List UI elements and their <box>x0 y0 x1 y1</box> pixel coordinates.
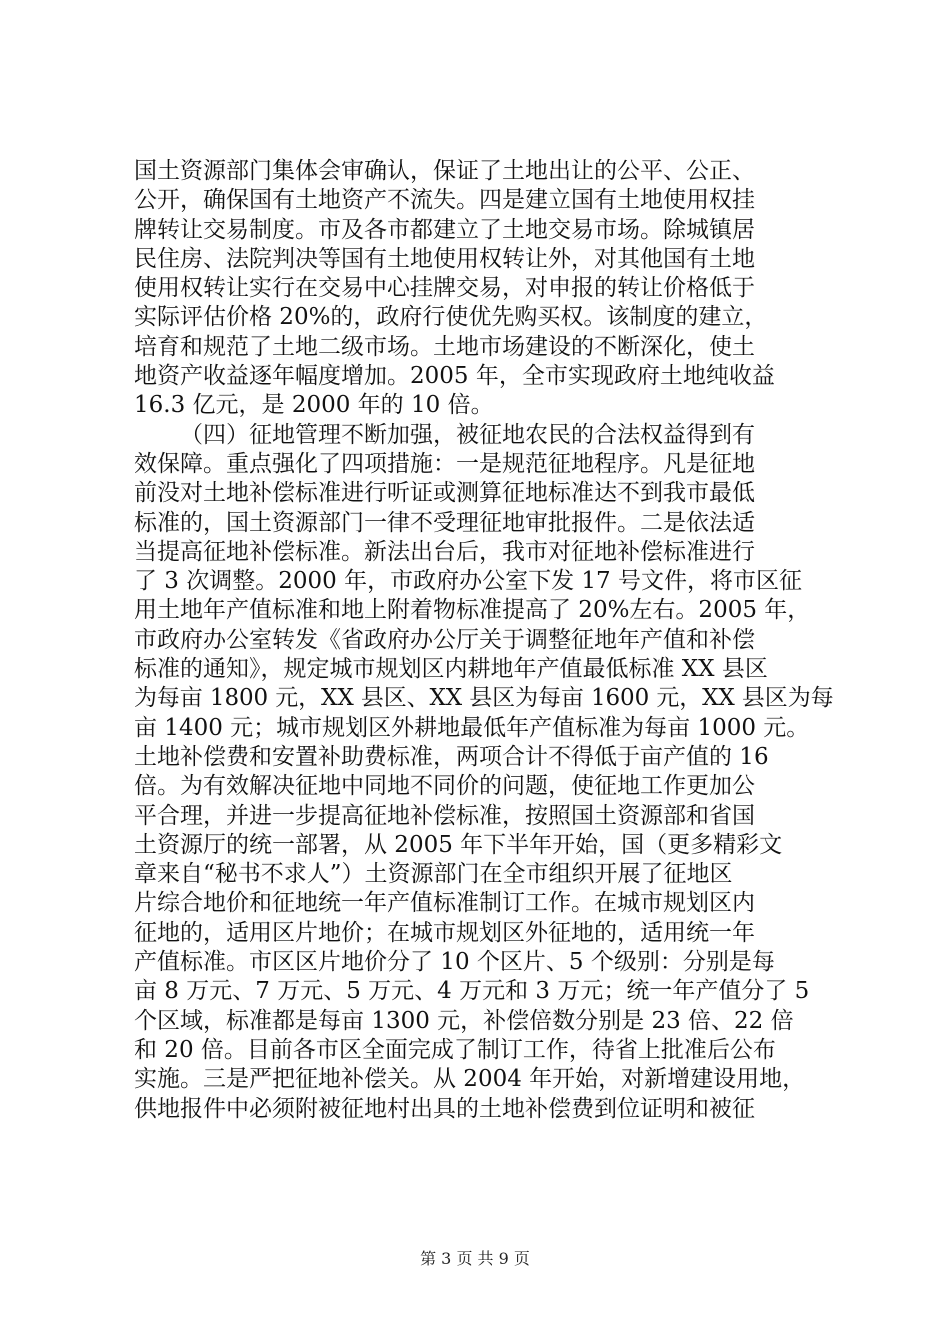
text-line: 16.3 亿元，是 2000 年的 10 倍。 <box>134 392 494 419</box>
text-line: 土地补偿费和安置补助费标准，两项合计不得低于亩产值的 16 <box>134 743 769 770</box>
text-line: 前没对土地补偿标准进行听证或测算征地标准达不到我市最低 <box>134 480 755 507</box>
text-line: 市政府办公室转发《省政府办公厅关于调整征地年产值和补偿 <box>134 626 755 653</box>
body-text <box>134 157 834 1124</box>
text-line: 亩 8 万元、7 万元、5 万元、4 万元和 3 万元；统一年产值分了 5 <box>134 978 810 1005</box>
text-line: 产值标准。市区区片地价分了 10 个区片、5 个级别：分别是每 <box>134 949 775 976</box>
text-line: 平合理，并进一步提高征地补偿标准，按照国土资源部和省国 <box>134 802 755 829</box>
text-line: 为每亩 1800 元，XX 县区、XX 县区为每亩 1600 元，XX 县区为每 <box>134 685 834 712</box>
text-line: 亩 1400 元；城市规划区外耕地最低年产值标准为每亩 1000 元。 <box>134 714 810 741</box>
text-line: 民住房、法院判决等国有土地使用权转让外，对其他国有土地 <box>134 245 755 272</box>
text-line: （四）征地管理不断加强，被征地农民的合法权益得到有 <box>180 421 755 448</box>
text-line: 供地报件中必须附被征地村出具的土地补偿费到位证明和被征 <box>134 1095 755 1122</box>
text-line: 片综合地价和征地统一年产值标准制订工作。在城市规划区内 <box>134 890 755 917</box>
text-line: 了 3 次调整。2000 年，市政府办公室下发 17 号文件，将市区征 <box>134 568 802 595</box>
text-line: 实际评估价格 20%的，政府行使优先购买权。该制度的建立， <box>134 304 768 331</box>
text-line: 实施。三是严把征地补偿关。从 2004 年开始，对新增建设用地， <box>134 1066 806 1093</box>
text-line: 章来自“秘书不求人”）土资源部门在全市组织开展了征地区 <box>134 861 733 888</box>
text-line: 地资产收益逐年幅度增加。2005 年，全市实现政府土地纯收益 <box>134 363 775 390</box>
text-line: 公开，确保国有土地资产不流失。四是建立国有土地使用权挂 <box>134 187 755 214</box>
text-line: 使用权转让实行在交易中心挂牌交易，对申报的转让价格低于 <box>134 275 755 302</box>
text-line: 和 20 倍。目前各市区全面完成了制订工作，待省上批准后公布 <box>134 1036 776 1063</box>
text-line: 倍。为有效解决征地中同地不同价的问题，使征地工作更加公 <box>134 773 755 800</box>
text-line: 效保障。重点强化了四项措施：一是规范征地程序。凡是征地 <box>134 450 755 477</box>
text-line: 标准的，国土资源部门一律不受理征地审批报件。二是依法适 <box>134 509 755 536</box>
text-line: 培育和规范了土地二级市场。土地市场建设的不断深化，使土 <box>134 333 755 360</box>
text-line: 标准的通知》，规定城市规划区内耕地年产值最低标准 XX 县区 <box>134 656 768 683</box>
text-line: 征地的，适用区片地价；在城市规划区外征地的，适用统一年 <box>134 919 755 946</box>
text-line: 当提高征地补偿标准。新法出台后，我市对征地补偿标准进行 <box>134 538 755 565</box>
page-footer: 第 3 页 共 9 页 <box>420 1249 530 1268</box>
text-line: 牌转让交易制度。市及各市都建立了土地交易市场。除城镇居 <box>134 216 755 243</box>
text-line: 国土资源部门集体会审确认，保证了土地出让的公平、公正、 <box>134 158 755 184</box>
text-line: 用土地年产值标准和地上附着物标准提高了 20%左右。2005 年， <box>134 597 811 624</box>
text-line: 个区域，标准都是每亩 1300 元，补偿倍数分别是 23 倍、22 倍 <box>134 1007 794 1034</box>
text-line: 土资源厅的统一部署，从 2005 年下半年开始，国（更多精彩文 <box>134 831 783 858</box>
